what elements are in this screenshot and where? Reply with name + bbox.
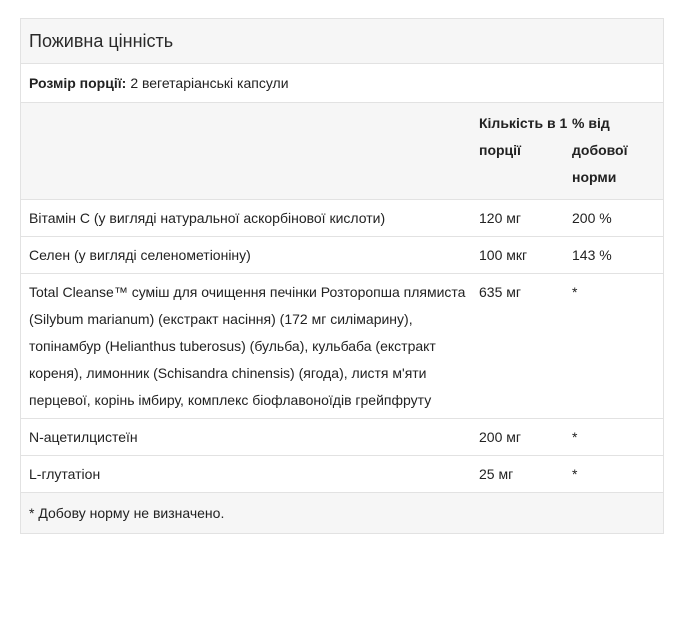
row-amount: 25 мг [479,466,514,482]
row-daily-value: 143 % [572,247,612,263]
row-daily-value: * [572,466,578,482]
footnote: * Добову норму не визначено. [21,493,663,533]
table-header [21,103,663,200]
row-name: Total Cleanse™ суміш для очищення печінки Розторопша плямиста (Silybum marianum) (екстракт насіння) (172 мг силімарину), топінамбур (Helianthus tuberosus) (бульба), кульбаба (екстракт кореня), лимонник (Schisandra chinensis) (ягода), листя м'яти перцевої, корінь імбиру, комплекс біофлавоноїдів грейпфруту [29,284,466,408]
header-name [21,103,475,199]
row-amount: 120 мг [479,210,521,226]
table-row [21,419,663,456]
row-amount: 635 мг [479,284,521,300]
row-name: L-глутатіон [29,466,101,482]
serving-size-value: 2 вегетаріанські капсули [130,75,289,91]
serving-size-row [21,64,663,103]
header-amount: Кількість в 1 порції [479,115,568,158]
row-name: Вітамін C (у вигляді натуральної аскорбінової кислоти) [29,210,386,226]
serving-size-label: Розмір порції: [29,75,127,91]
table-row [21,456,663,493]
row-name: Селен (у вигляді селенометіоніну) [29,247,251,263]
row-amount: 200 мг [479,429,521,445]
row-daily-value: * [572,284,578,300]
table-row [21,200,663,237]
nutrition-facts-panel [20,18,664,534]
row-daily-value: * [572,429,578,445]
panel-title: Поживна цінність [21,19,663,64]
table-row [21,274,663,419]
table-row [21,237,663,274]
header-daily-value: % від добової норми [572,115,628,185]
row-daily-value: 200 % [572,210,612,226]
row-name: N-ацетилцистеїн [29,429,138,445]
row-amount: 100 мкг [479,247,528,263]
